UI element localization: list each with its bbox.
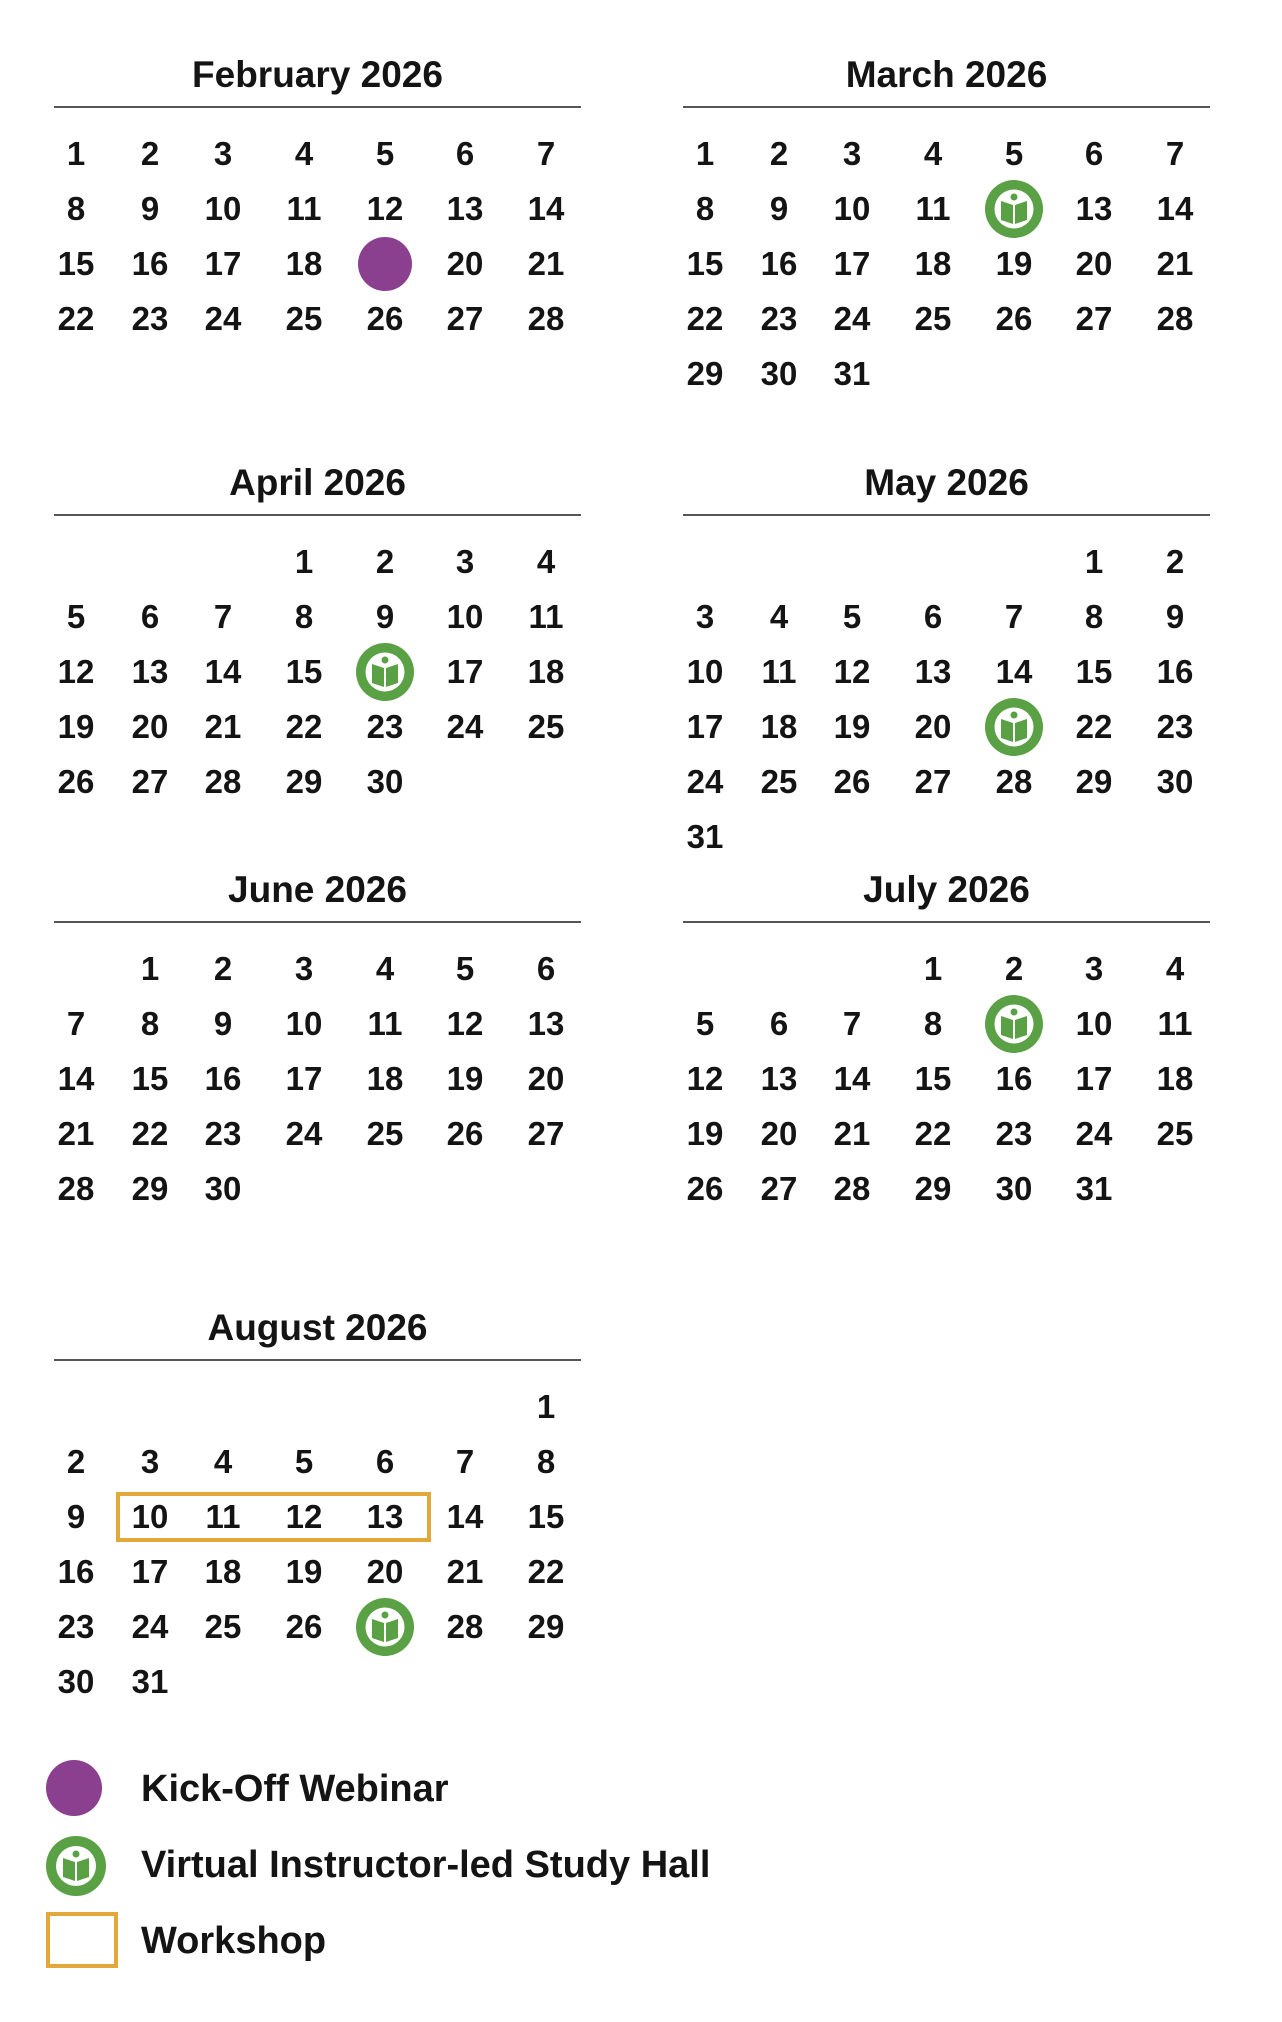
day-cell: 24 — [1075, 1115, 1113, 1152]
day-cell: 23 — [57, 1608, 95, 1645]
day-cell: 16 — [131, 245, 169, 282]
day-cell: 12 — [833, 653, 871, 690]
day-cell: 15 — [527, 1498, 565, 1535]
day-cell: 22 — [914, 1115, 952, 1152]
day-cell: 9 — [140, 190, 160, 227]
legend-item-studyhall — [46, 1830, 846, 1900]
day-cell: 21 — [833, 1115, 871, 1152]
day-cell: 18 — [1156, 1060, 1194, 1097]
day-cell: 1 — [66, 135, 86, 172]
day-cell: 23 — [1156, 708, 1194, 745]
day-cell: 14 — [57, 1060, 95, 1097]
day-cell: 3 — [213, 135, 233, 172]
day-cell: 14 — [446, 1498, 484, 1535]
day-cell: 1 — [695, 135, 715, 172]
day-cell: 7 — [1165, 135, 1185, 172]
day-cell: 28 — [204, 763, 242, 800]
day-cell: 21 — [1156, 245, 1194, 282]
day-cell: 13 — [760, 1060, 798, 1097]
day-cell: 4 — [1165, 950, 1185, 987]
day-cell: 24 — [686, 763, 724, 800]
day-cell: 16 — [57, 1553, 95, 1590]
legend-label-studyhall: Virtual Instructor-led Study Hall — [141, 1844, 711, 1886]
day-cell: 19 — [285, 1553, 323, 1590]
day-cell: 11 — [205, 1498, 241, 1535]
day-cell: 3 — [294, 950, 314, 987]
day-cell: 12 — [446, 1005, 484, 1042]
day-cell: 10 — [833, 190, 871, 227]
month-jul — [683, 865, 1210, 1265]
day-cell: 13 — [914, 653, 952, 690]
day-cell: 10 — [686, 653, 724, 690]
day-cell: 19 — [833, 708, 871, 745]
day-cell: 25 — [285, 300, 323, 337]
day-cell: 27 — [914, 763, 952, 800]
day-cell: 30 — [366, 763, 404, 800]
day-cell: 15 — [1075, 653, 1113, 690]
day-cell: 29 — [914, 1170, 952, 1207]
day-cell: 21 — [57, 1115, 95, 1152]
day-cell: 17 — [131, 1553, 169, 1590]
day-cell: 24 — [446, 708, 484, 745]
day-cell: 24 — [204, 300, 242, 337]
day-cell: 8 — [695, 190, 715, 227]
day-cell: 2 — [375, 543, 395, 580]
day-cell: 27 — [760, 1170, 798, 1207]
day-cell: 11 — [915, 190, 951, 227]
day-cell: 28 — [446, 1608, 484, 1645]
day-cell: 23 — [204, 1115, 242, 1152]
legend-item-workshop — [46, 1906, 846, 1976]
day-cell: 4 — [213, 1443, 233, 1480]
day-cell: 21 — [527, 245, 565, 282]
day-cell: 14 — [527, 190, 565, 227]
day-cell: 15 — [914, 1060, 952, 1097]
day-cell: 17 — [285, 1060, 323, 1097]
day-cell: 10 — [131, 1498, 169, 1535]
day-cell: 22 — [686, 300, 724, 337]
day-cell: 17 — [204, 245, 242, 282]
month-aug — [54, 1303, 581, 1703]
month-jun — [54, 865, 581, 1265]
day-cell: 25 — [527, 708, 565, 745]
day-cell: 3 — [1084, 950, 1104, 987]
day-cell: 11 — [367, 1005, 403, 1042]
day-cell: 15 — [686, 245, 724, 282]
month-title: February 2026 — [192, 54, 443, 95]
day-cell: 6 — [769, 1005, 789, 1042]
day-cell: 23 — [131, 300, 169, 337]
day-cell: 23 — [760, 300, 798, 337]
month-title: April 2026 — [229, 462, 406, 503]
day-cell: 29 — [131, 1170, 169, 1207]
day-cell: 29 — [527, 1608, 565, 1645]
day-cell: 26 — [995, 300, 1033, 337]
month-title: July 2026 — [863, 869, 1030, 910]
day-cell: 2 — [769, 135, 789, 172]
day-cell: 28 — [57, 1170, 95, 1207]
day-cell: 1 — [536, 1388, 556, 1425]
day-cell: 6 — [923, 598, 943, 635]
day-cell: 22 — [285, 708, 323, 745]
study-hall-book-icon — [46, 1836, 106, 1896]
legend-label-workshop: Workshop — [141, 1920, 327, 1962]
day-cell: 26 — [57, 763, 95, 800]
day-cell: 27 — [527, 1115, 565, 1152]
day-cell: 8 — [140, 1005, 160, 1042]
day-cell: 3 — [842, 135, 862, 172]
day-cell: 27 — [131, 763, 169, 800]
day-cell: 10 — [204, 190, 242, 227]
day-cell: 26 — [285, 1608, 323, 1645]
day-cell: 12 — [57, 653, 95, 690]
day-cell: 5 — [294, 1443, 314, 1480]
day-cell: 5 — [842, 598, 862, 635]
day-cell: 18 — [285, 245, 323, 282]
day-cell: 26 — [366, 300, 404, 337]
kickoff-circle-icon — [358, 237, 412, 291]
day-cell: 25 — [914, 300, 952, 337]
day-cell: 2 — [140, 135, 160, 172]
day-cell: 22 — [527, 1553, 565, 1590]
day-cell: 13 — [527, 1005, 565, 1042]
day-cell: 29 — [285, 763, 323, 800]
day-cell: 22 — [1075, 708, 1113, 745]
day-cell: 3 — [140, 1443, 160, 1480]
day-cell: 9 — [1165, 598, 1185, 635]
month-may — [683, 458, 1210, 858]
day-cell: 7 — [842, 1005, 862, 1042]
workshop-box-icon — [46, 1912, 118, 1968]
day-cell: 18 — [760, 708, 798, 745]
day-cell: 10 — [285, 1005, 323, 1042]
day-cell: 23 — [995, 1115, 1033, 1152]
day-cell: 4 — [536, 543, 556, 580]
day-cell: 11 — [286, 190, 322, 227]
day-cell: 16 — [995, 1060, 1033, 1097]
day-cell: 31 — [1075, 1170, 1113, 1207]
day-cell: 28 — [1156, 300, 1194, 337]
day-cell: 1 — [1084, 543, 1104, 580]
day-cell: 2 — [1004, 950, 1024, 987]
day-cell: 4 — [769, 598, 789, 635]
day-cell: 4 — [294, 135, 314, 172]
day-cell: 7 — [536, 135, 556, 172]
day-cell: 9 — [66, 1498, 86, 1535]
day-cell: 26 — [833, 763, 871, 800]
day-cell: 11 — [1157, 1005, 1193, 1042]
day-cell: 7 — [66, 1005, 86, 1042]
day-cell: 24 — [285, 1115, 323, 1152]
day-cell: 20 — [527, 1060, 565, 1097]
day-cell: 28 — [833, 1170, 871, 1207]
day-cell: 13 — [1075, 190, 1113, 227]
day-cell: 3 — [455, 543, 475, 580]
day-cell: 29 — [1075, 763, 1113, 800]
day-cell: 2 — [66, 1443, 86, 1480]
study-hall-book-icon — [356, 643, 414, 701]
day-cell: 12 — [285, 1498, 323, 1535]
day-cell: 3 — [695, 598, 715, 635]
day-cell: 6 — [536, 950, 556, 987]
day-cell: 15 — [285, 653, 323, 690]
study-hall-book-icon — [985, 995, 1043, 1053]
day-cell: 8 — [536, 1443, 556, 1480]
day-cell: 30 — [1156, 763, 1194, 800]
day-cell: 31 — [131, 1663, 169, 1700]
day-cell: 17 — [1075, 1060, 1113, 1097]
day-cell: 20 — [446, 245, 484, 282]
day-cell: 20 — [914, 708, 952, 745]
day-cell: 25 — [204, 1608, 242, 1645]
day-cell: 8 — [923, 1005, 943, 1042]
day-cell: 8 — [1084, 598, 1104, 635]
day-cell: 7 — [455, 1443, 475, 1480]
day-cell: 30 — [204, 1170, 242, 1207]
day-cell: 17 — [686, 708, 724, 745]
study-hall-book-icon — [985, 180, 1043, 238]
day-cell: 18 — [204, 1553, 242, 1590]
day-cell: 26 — [686, 1170, 724, 1207]
legend-item-kickoff — [46, 1754, 846, 1824]
month-divider — [54, 1359, 581, 1361]
day-cell: 8 — [294, 598, 314, 635]
day-cell: 16 — [760, 245, 798, 282]
day-cell: 11 — [528, 598, 564, 635]
day-cell: 6 — [140, 598, 160, 635]
day-cell: 22 — [57, 300, 95, 337]
day-cell: 12 — [686, 1060, 724, 1097]
day-cell: 14 — [995, 653, 1033, 690]
day-cell: 21 — [446, 1553, 484, 1590]
day-cell: 19 — [57, 708, 95, 745]
month-title: August 2026 — [207, 1307, 428, 1348]
day-cell: 21 — [204, 708, 242, 745]
day-cell: 26 — [446, 1115, 484, 1152]
day-cell: 14 — [204, 653, 242, 690]
kickoff-circle-icon — [46, 1760, 102, 1816]
day-cell: 18 — [914, 245, 952, 282]
day-cell: 2 — [1165, 543, 1185, 580]
day-cell: 16 — [204, 1060, 242, 1097]
day-cell: 1 — [923, 950, 943, 987]
day-cell: 17 — [446, 653, 484, 690]
day-cell: 22 — [131, 1115, 169, 1152]
day-cell: 29 — [686, 355, 724, 392]
day-cell: 14 — [833, 1060, 871, 1097]
month-divider — [54, 514, 581, 516]
month-divider — [683, 921, 1210, 923]
day-cell: 19 — [446, 1060, 484, 1097]
day-cell: 11 — [761, 653, 797, 690]
month-mar — [683, 50, 1210, 450]
day-cell: 16 — [1156, 653, 1194, 690]
day-cell: 5 — [1004, 135, 1024, 172]
day-cell: 6 — [375, 1443, 395, 1480]
day-cell: 4 — [923, 135, 943, 172]
month-divider — [54, 106, 581, 108]
day-cell: 13 — [366, 1498, 404, 1535]
month-apr — [54, 458, 581, 858]
day-cell: 27 — [1075, 300, 1113, 337]
day-cell: 13 — [446, 190, 484, 227]
day-cell: 30 — [760, 355, 798, 392]
day-cell: 4 — [375, 950, 395, 987]
day-cell: 13 — [131, 653, 169, 690]
day-cell: 7 — [1004, 598, 1024, 635]
day-cell: 5 — [695, 1005, 715, 1042]
day-cell: 20 — [366, 1553, 404, 1590]
month-feb — [54, 50, 581, 450]
day-cell: 9 — [213, 1005, 233, 1042]
day-cell: 6 — [455, 135, 475, 172]
month-title: June 2026 — [228, 869, 407, 910]
day-cell: 24 — [131, 1608, 169, 1645]
day-cell: 12 — [366, 190, 404, 227]
day-cell: 17 — [833, 245, 871, 282]
day-cell: 20 — [760, 1115, 798, 1152]
day-cell: 18 — [527, 653, 565, 690]
day-cell: 1 — [140, 950, 160, 987]
day-cell: 20 — [131, 708, 169, 745]
month-title: May 2026 — [864, 462, 1029, 503]
study-hall-book-icon — [985, 698, 1043, 756]
study-hall-book-icon — [356, 1598, 414, 1656]
day-cell: 6 — [1084, 135, 1104, 172]
day-cell: 25 — [1156, 1115, 1194, 1152]
day-cell: 2 — [213, 950, 233, 987]
day-cell: 31 — [833, 355, 871, 392]
day-cell: 31 — [686, 818, 724, 855]
month-title: March 2026 — [845, 54, 1048, 95]
day-cell: 7 — [213, 598, 233, 635]
day-cell: 23 — [366, 708, 404, 745]
day-cell: 9 — [375, 598, 395, 635]
day-cell: 5 — [375, 135, 395, 172]
day-cell: 15 — [131, 1060, 169, 1097]
day-cell: 19 — [686, 1115, 724, 1152]
day-cell: 10 — [1075, 1005, 1113, 1042]
legend-label-kickoff: Kick-Off Webinar — [141, 1768, 449, 1810]
day-cell: 10 — [446, 598, 484, 635]
day-cell: 19 — [995, 245, 1033, 282]
day-cell: 5 — [66, 598, 86, 635]
day-cell: 5 — [455, 950, 475, 987]
day-cell: 30 — [57, 1663, 95, 1700]
month-divider — [54, 921, 581, 923]
day-cell: 18 — [366, 1060, 404, 1097]
day-cell: 25 — [760, 763, 798, 800]
day-cell: 30 — [995, 1170, 1033, 1207]
day-cell: 25 — [366, 1115, 404, 1152]
day-cell: 1 — [294, 543, 314, 580]
day-cell: 20 — [1075, 245, 1113, 282]
day-cell: 15 — [57, 245, 95, 282]
day-cell: 8 — [66, 190, 86, 227]
day-cell: 28 — [527, 300, 565, 337]
month-divider — [683, 514, 1210, 516]
day-cell: 14 — [1156, 190, 1194, 227]
day-cell: 28 — [995, 763, 1033, 800]
day-cell: 27 — [446, 300, 484, 337]
day-cell: 9 — [769, 190, 789, 227]
day-cell: 24 — [833, 300, 871, 337]
month-divider — [683, 106, 1210, 108]
